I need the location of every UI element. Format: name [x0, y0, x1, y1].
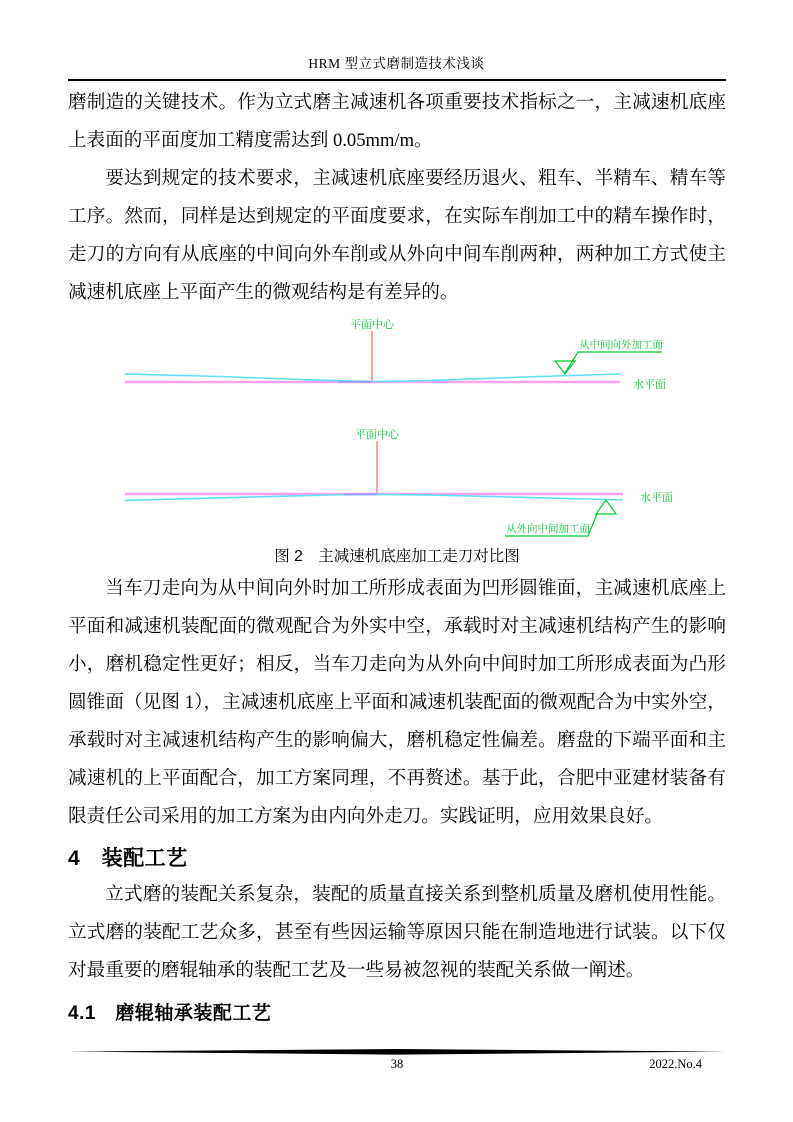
bottom-machined-surface-label: 从外向中间加工面	[506, 523, 590, 535]
top-machined-surface-label: 从中间向外加工面	[579, 339, 663, 351]
bottom-machined-surface-curve	[125, 494, 623, 500]
top-plane-center-label: 平面中心	[350, 319, 394, 331]
figure-2-diagram	[100, 312, 740, 544]
section-heading-4-1: 4.1 磨辊轴承装配工艺	[68, 1003, 272, 1024]
figure-2-caption: 图 2 主减速机底座加工走刀对比图	[274, 548, 520, 565]
body-paragraph-3: 当车刀走向为从中间向外时加工所形成表面为凹形圆锥面，主减速机底座上平面和减速机装配面的微观配合为外实中空，承载时对主减速机结构产生的影响小，磨机稳定性更好；相反，当车刀走向为从外向中间时加工所形成表面为凸形圆锥面（见图 1），主减速机底座上平面和减速机装配面的微观配合为中实外空，承载时对主减速机结构产生的影响偏大，磨机稳定性偏差。磨盘的下端平面和主减速机的上平面配合，加工方案同理，不再赘述。基于此，合肥中亚建材装备有限责任公司采用的加工方案为由内向外走刀。实践证明，应用效果良好。	[68, 578, 726, 827]
body-paragraph-2: 要达到规定的技术要求，主减速机底座要经历退火、粗车、半精车、精车等工序。然而，同样是达到规定的平面度要求，在实际车削加工中的精车操作时，走刀的方向有从底座的中间向外车削或从外向中间车削两种，两种加工方式使主减速机底座上平面产生的微观结构是有差异的。	[68, 168, 726, 303]
bottom-plane-center-label: 平面中心	[355, 429, 399, 441]
page-number: 38	[390, 1057, 404, 1071]
issue-label: 2022.No.4	[649, 1057, 702, 1071]
tool-path-comparison-figure	[100, 312, 740, 544]
top-horizontal-plane-label: 水平面	[633, 379, 666, 391]
page-content	[68, 84, 726, 1028]
bottom-surface-finish-symbol	[596, 500, 616, 514]
bottom-horizontal-plane-label: 水平面	[640, 492, 673, 504]
footer-divider	[68, 1049, 726, 1055]
body-paragraph-1: 磨制造的关键技术。作为立式磨主减速机各项重要技术指标之一，主减速机底座上表面的平面度加工精度需达到 0.05mm/m。	[68, 92, 726, 151]
footer-divider-shape	[68, 1049, 726, 1055]
page-header-title: HRM 型立式磨制造技术浅谈	[308, 56, 485, 71]
page-footer	[68, 1057, 726, 1077]
top-finish-leader-line	[565, 352, 662, 373]
body-paragraph-4: 立式磨的装配关系复杂，装配的质量直接关系到整机质量及磨机使用性能。立式磨的装配工艺众多，甚至有些因运输等原因只能在制造地进行试装。以下仅对最重要的磨辊轴承的装配工艺及一些易被忽视的装配关系做一阐述。	[68, 884, 726, 981]
header-divider	[68, 79, 726, 81]
section-heading-4: 4 装配工艺	[68, 847, 188, 870]
